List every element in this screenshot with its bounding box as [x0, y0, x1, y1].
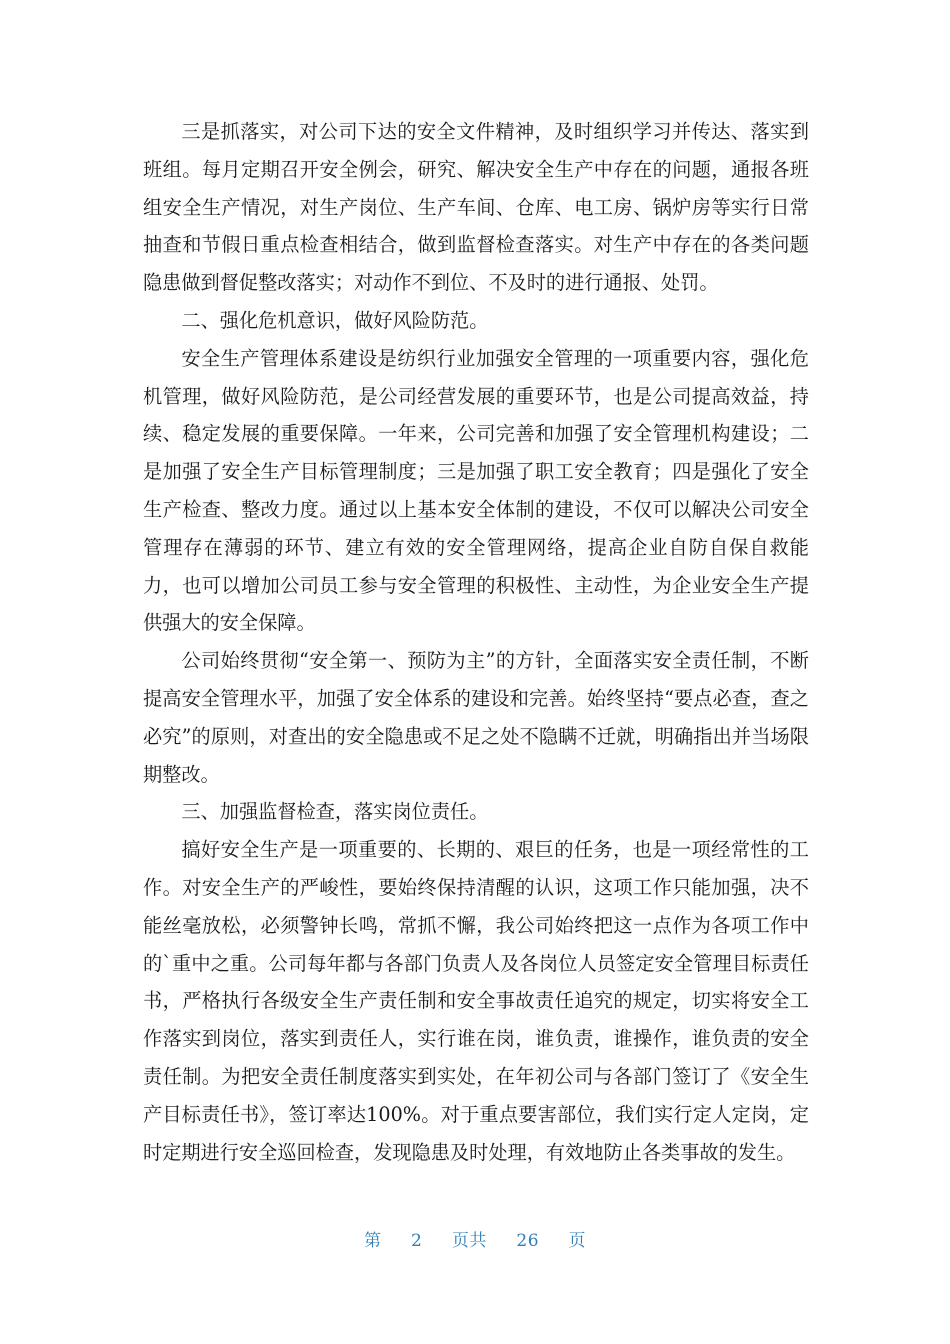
paragraph-safety-policy: 公司始终贯彻“安全第一、预防为主”的方针，全面落实安全责任制，不断提高安全管理水平，加强了安全体系的建设和完善。始终坚持“要点必查，查之必究”的原则，对查出的安全隐患或不足之处不隐瞒不迁就，明确指出并当场限期整改。: [143, 649, 809, 786]
paragraph-implementation: 三是抓落实，对公司下达的安全文件精神，及时组织学习并传达、落实到班组。每月定期召开安全例会，研究、解决安全生产中存在的问题，通报各班组安全生产情况，对生产岗位、生产车间、仓库、电工房、锅炉房等实行日常抽查和节假日重点检查相结合，做到监督检查落实。对生产中存在的各类问题隐患做到督促整改落实；对动作不到位、不及时的进行通报、处罚。: [143, 120, 809, 295]
footer-prefix: 第: [363, 1231, 382, 1251]
page-footer: [0, 1226, 950, 1251]
document-body: [143, 113, 809, 1171]
section-heading-risk-awareness: 二、强化危机意识，做好风险防范。: [181, 308, 489, 332]
paragraph-management-system: 安全生产管理体系建设是纺织行业加强安全管理的一项重要内容，强化危机管理，做好风险防范，是公司经营发展的重要环节，也是公司提高效益，持续、稳定发展的重要保障。一年来，公司完善和加强了安全管理机构建设；二是加强了安全生产目标管理制度；三是加强了职工安全教育；四是强化了安全生产检查、整改力度。通过以上基本安全体制的建设，不仅可以解决公司安全管理存在薄弱的环节、建立有效的安全管理网络，提高企业自防自保自救能力，也可以增加公司员工参与安全管理的积极性、主动性，为企业安全生产提供强大的安全保障。: [143, 346, 809, 635]
footer-current-page: 2: [410, 1231, 423, 1251]
footer-total-pages: 26: [516, 1231, 540, 1251]
section-heading-supervision: 三、加强监督检查，落实岗位责任。: [181, 800, 489, 824]
footer-middle: 页共: [451, 1231, 487, 1251]
footer-suffix: 页: [568, 1231, 587, 1251]
paragraph-responsibility: 搞好安全生产是一项重要的、长期的、艰巨的任务，也是一项经常性的工作。对安全生产的严峻性，要始终保持清醒的认识，这项工作只能加强，决不能丝毫放松，必须警钟长鸣，常抓不懈，我公司始终把这一点作为各项工作中的`重中之重。公司每年都与各部门负责人及各岗位人员签定安全管理目标责任书，严格执行各级安全生产责任制和安全事故责任追究的规定，切实将安全工作落实到岗位，落实到责任人，实行谁在岗，谁负责，谁操作，谁负责的安全责任制。为把安全责任制度落实到实处，在年初公司与各部门签订了《安全生产目标责任书》，签订率达100%。对于重点要害部位，我们实行定人定岗，定时定期进行安全巡回检查，发现隐患及时处理，有效地防止各类事故的发生。: [143, 838, 809, 1164]
